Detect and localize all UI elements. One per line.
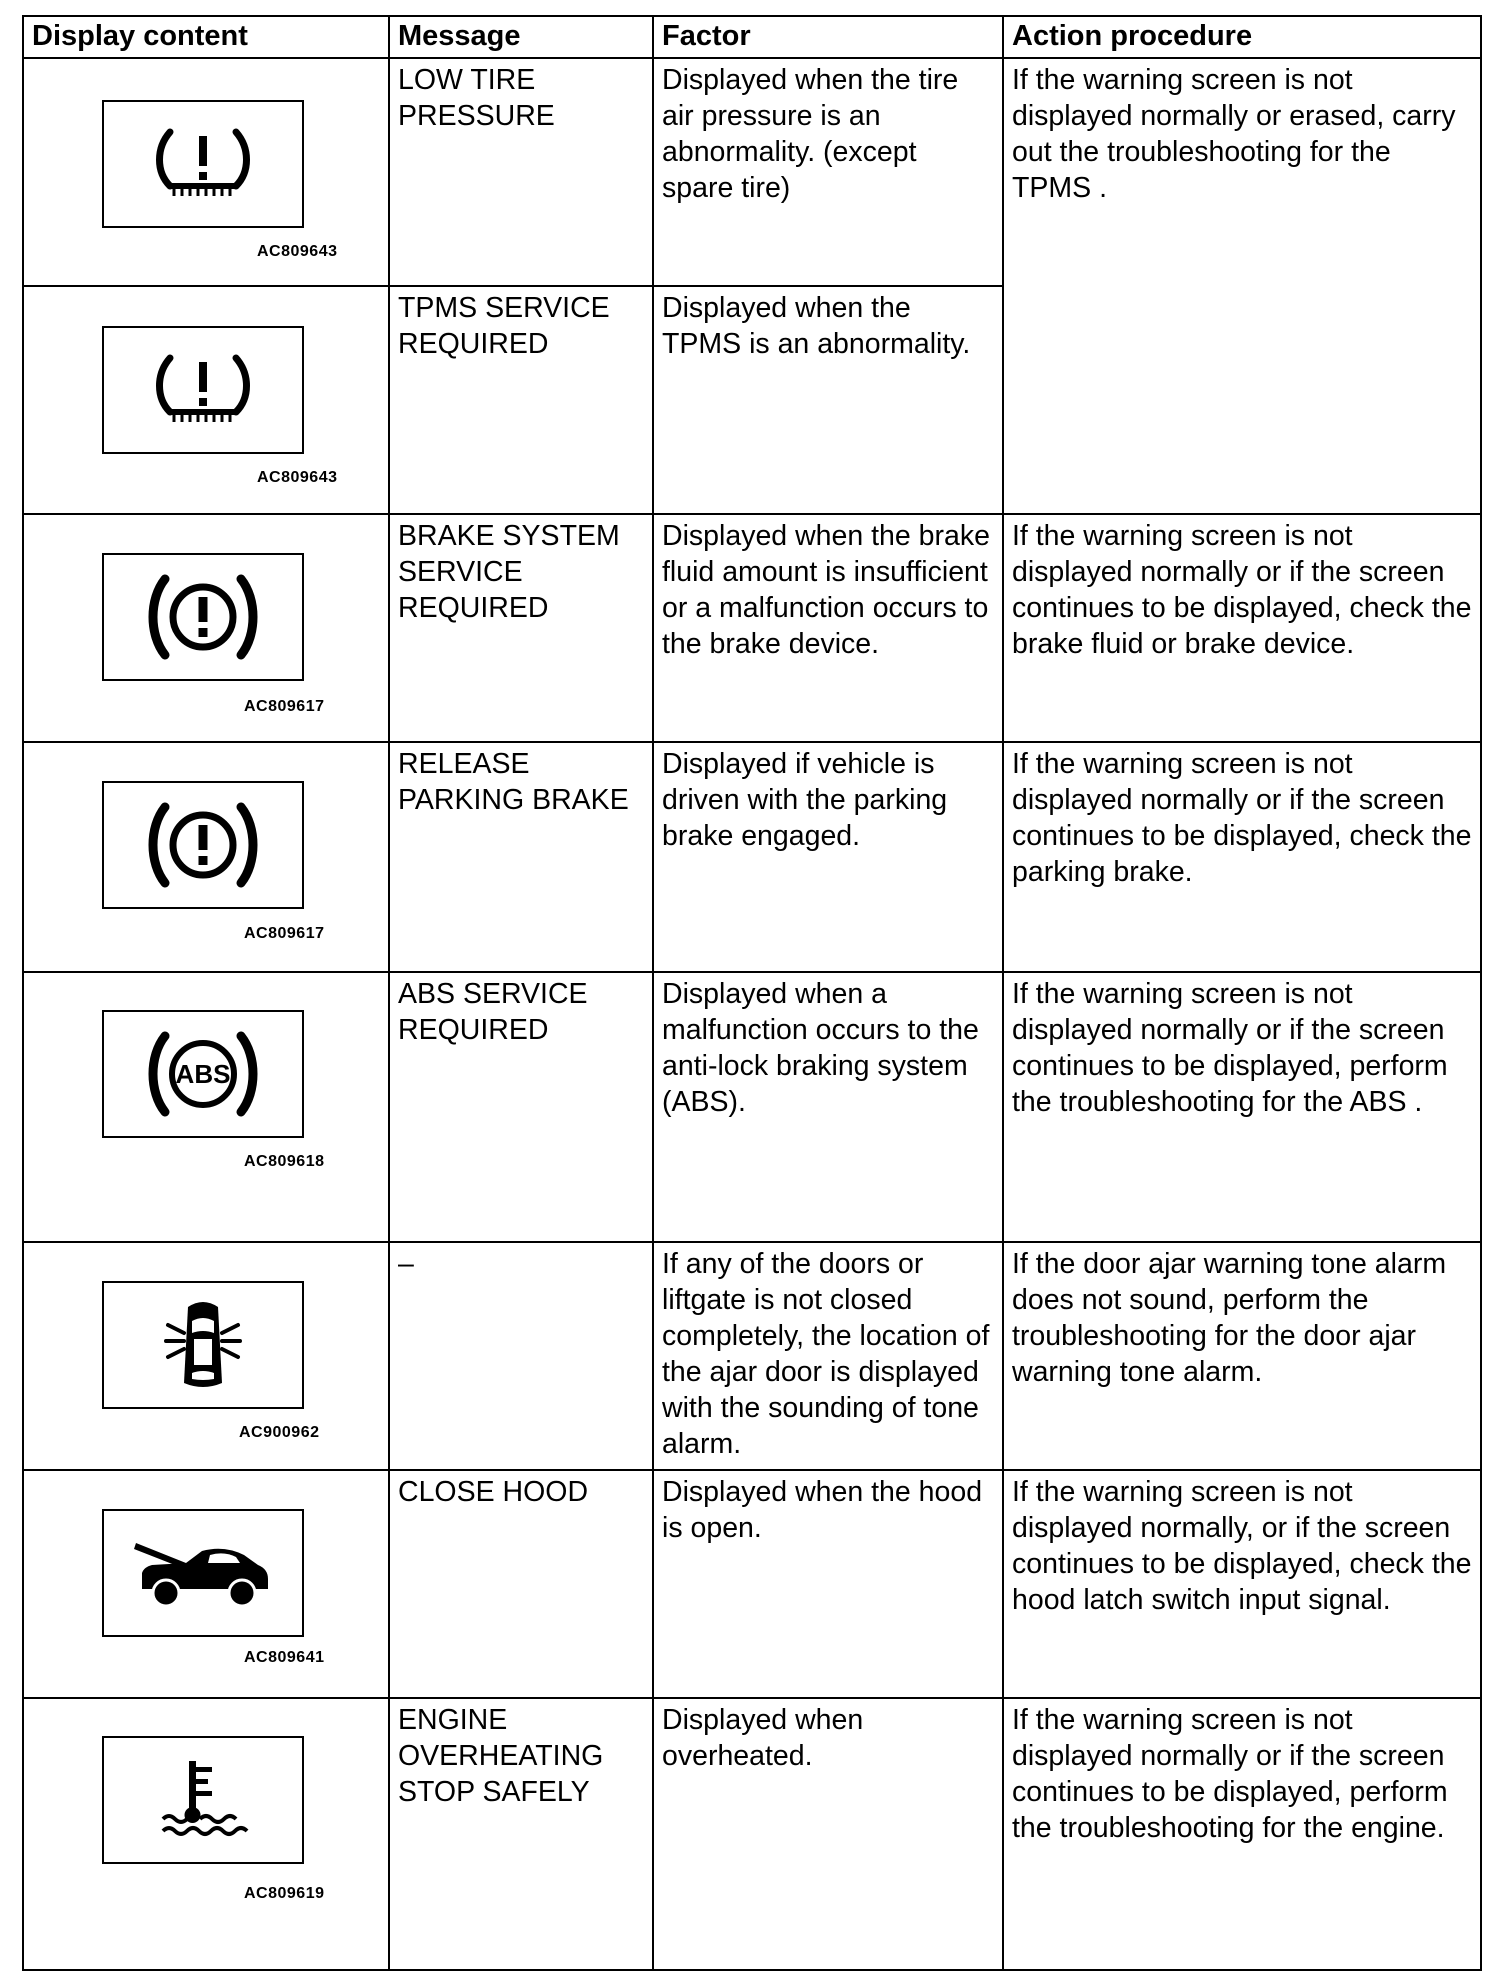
door-ajar-icon bbox=[158, 1295, 248, 1395]
icon-frame bbox=[102, 781, 304, 909]
image-code-label: AC900962 bbox=[239, 1424, 320, 1441]
icon-frame bbox=[102, 553, 304, 681]
display-content-cell bbox=[23, 742, 389, 972]
engine-coolant-temperature-icon bbox=[153, 1755, 253, 1845]
table-row bbox=[23, 972, 1481, 1242]
factor-cell: If any of the doors or liftgate is not closed completely, the location of the ajar door is displayed with the sounding of tone alarm. bbox=[653, 1242, 1003, 1470]
warning-display-table bbox=[22, 15, 1482, 1971]
factor-cell: Displayed when overheated. bbox=[653, 1698, 1003, 1970]
image-code-label: AC809643 bbox=[257, 243, 338, 260]
action-procedure-cell: If the warning screen is not displayed normally or if the screen continues to be displayed, check the parking brake. bbox=[1003, 742, 1481, 972]
icon-frame bbox=[102, 1281, 304, 1409]
brake-warning-icon bbox=[143, 569, 263, 665]
image-code-label: AC809617 bbox=[244, 925, 325, 942]
factor-cell: Displayed if vehicle is driven with the parking brake engaged. bbox=[653, 742, 1003, 972]
factor-cell: Displayed when the TPMS is an abnormality. bbox=[653, 286, 1003, 514]
icon-frame bbox=[102, 1509, 304, 1637]
action-procedure-cell: If the door ajar warning tone alarm does not sound, perform the troubleshooting for the door ajar warning tone alarm. bbox=[1003, 1242, 1481, 1470]
display-content-cell bbox=[23, 1242, 389, 1470]
display-content-cell bbox=[23, 58, 389, 286]
display-content-cell bbox=[23, 286, 389, 514]
image-code-label: AC809617 bbox=[244, 698, 325, 715]
header-action-procedure: Action procedure bbox=[1003, 16, 1481, 58]
display-content-cell bbox=[23, 1698, 389, 1970]
message-cell: RELEASE PARKING BRAKE bbox=[389, 742, 653, 972]
message-cell: ENGINE OVERHEATING STOP SAFELY bbox=[389, 1698, 653, 1970]
message-cell: – bbox=[389, 1242, 653, 1470]
tire-pressure-warning-icon bbox=[148, 124, 258, 204]
display-content-cell bbox=[23, 1470, 389, 1698]
abs-icon-text: ABS bbox=[175, 1059, 231, 1089]
header-message: Message bbox=[389, 16, 653, 58]
icon-frame bbox=[102, 326, 304, 454]
table-row bbox=[23, 58, 1481, 286]
message-cell: CLOSE HOOD bbox=[389, 1470, 653, 1698]
action-procedure-cell: If the warning screen is not displayed normally or if the screen continues to be displayed, check the brake fluid or brake device. bbox=[1003, 514, 1481, 742]
image-code-label: AC809641 bbox=[244, 1649, 325, 1666]
icon-frame bbox=[102, 100, 304, 228]
factor-cell: Displayed when the tire air pressure is an abnormality. (except spare tire) bbox=[653, 58, 1003, 286]
message-cell: BRAKE SYSTEM SERVICE REQUIRED bbox=[389, 514, 653, 742]
abs-warning-icon bbox=[143, 1026, 263, 1122]
table-row bbox=[23, 1242, 1481, 1470]
tire-pressure-warning-icon bbox=[148, 350, 258, 430]
hood-open-icon bbox=[128, 1533, 278, 1613]
icon-frame bbox=[102, 1010, 304, 1138]
display-content-cell bbox=[23, 514, 389, 742]
factor-cell: Displayed when the hood is open. bbox=[653, 1470, 1003, 1698]
table-row bbox=[23, 514, 1481, 742]
brake-warning-icon bbox=[143, 797, 263, 893]
image-code-label: AC809618 bbox=[244, 1153, 325, 1170]
action-procedure-cell: If the warning screen is not displayed normally or if the screen continues to be displayed, perform the troubleshooting for the engine. bbox=[1003, 1698, 1481, 1970]
action-procedure-cell: If the warning screen is not displayed normally or if the screen continues to be displayed, perform the troubleshooting for the ABS . bbox=[1003, 972, 1481, 1242]
display-content-cell bbox=[23, 972, 389, 1242]
header-display-content: Display content bbox=[23, 16, 389, 58]
header-factor: Factor bbox=[653, 16, 1003, 58]
action-procedure-cell: If the warning screen is not displayed normally or erased, carry out the troubleshooting for the TPMS . bbox=[1003, 58, 1481, 514]
table-row bbox=[23, 1698, 1481, 1970]
message-cell: ABS SERVICE REQUIRED bbox=[389, 972, 653, 1242]
message-cell: LOW TIRE PRESSURE bbox=[389, 58, 653, 286]
image-code-label: AC809619 bbox=[244, 1885, 325, 1902]
action-procedure-cell: If the warning screen is not displayed normally, or if the screen continues to be displayed, check the hood latch switch input signal. bbox=[1003, 1470, 1481, 1698]
table-header-row bbox=[23, 16, 1481, 58]
factor-cell: Displayed when the brake fluid amount is insufficient or a malfunction occurs to the brake device. bbox=[653, 514, 1003, 742]
factor-cell: Displayed when a malfunction occurs to the anti-lock braking system (ABS). bbox=[653, 972, 1003, 1242]
message-cell: TPMS SERVICE REQUIRED bbox=[389, 286, 653, 514]
table-row bbox=[23, 1470, 1481, 1698]
table-row bbox=[23, 742, 1481, 972]
icon-frame bbox=[102, 1736, 304, 1864]
image-code-label: AC809643 bbox=[257, 469, 338, 486]
